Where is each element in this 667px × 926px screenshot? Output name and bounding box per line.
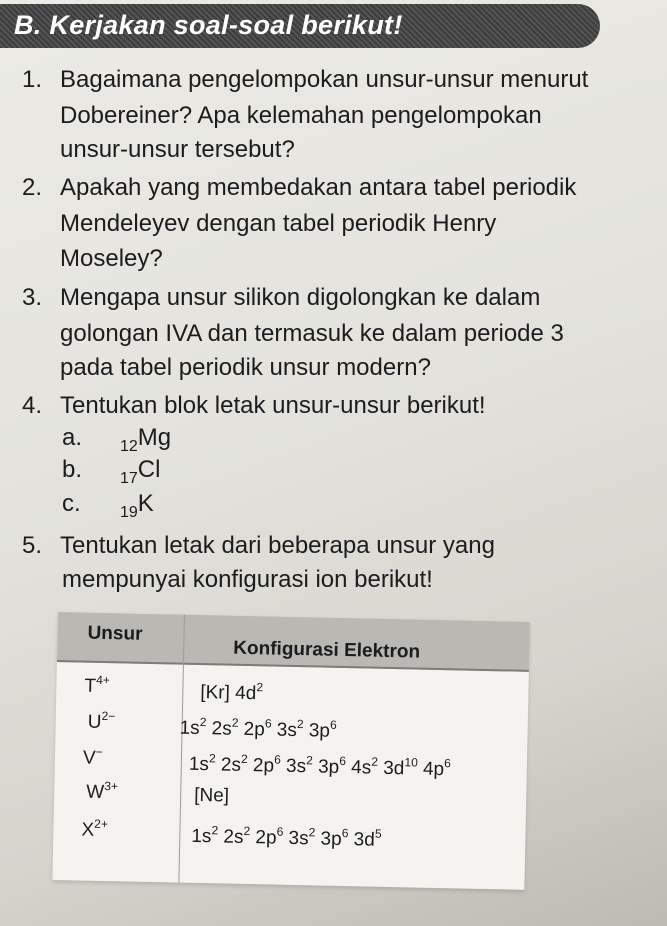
config-cell: [191, 823, 382, 852]
electron-count: 2: [208, 751, 216, 766]
question-number: 5.: [22, 532, 43, 559]
electron-count: 2: [296, 717, 304, 732]
config-cell: [194, 785, 229, 808]
orbital: 3s: [283, 827, 309, 850]
question-text-line: Mendeleyev dengan tabel periodik Henry: [60, 210, 497, 237]
ion-charge: 4+: [96, 672, 111, 688]
orbital: 2p: [247, 755, 275, 777]
orbital: [Ne]: [193, 784, 230, 807]
ion-symbol: X: [81, 819, 95, 841]
orbital: 3s: [271, 719, 298, 742]
section-banner: [0, 4, 600, 48]
orbital: 2s: [217, 826, 244, 848]
question-text-line: golongan IVA dan termasuk ke dalam periode 3: [60, 320, 564, 347]
electron-count: 6: [444, 756, 452, 771]
symbol: K: [137, 490, 154, 517]
electron-count: 6: [276, 824, 284, 839]
config-table: [52, 612, 530, 890]
orbital: 2s: [215, 754, 242, 776]
electron-count: 2: [231, 715, 239, 730]
question-number: 1.: [22, 66, 43, 93]
question-text-line: Tentukan letak dari beberapa unsur yang: [60, 532, 495, 559]
orbital: 3p: [315, 828, 342, 850]
electron-count: 10: [404, 755, 418, 770]
question-text-line: unsur-unsur tersebut?: [60, 136, 295, 163]
config-cell: [200, 679, 263, 705]
electron-count: 6: [341, 825, 349, 841]
unsur-cell: [84, 673, 110, 699]
orbital: 3d: [348, 829, 376, 851]
question-text-line: mempunyai konfigurasi ion berikut!: [62, 566, 433, 593]
orbital: 2s: [206, 718, 232, 740]
config-cell: [189, 751, 451, 781]
element-symbol: [120, 456, 160, 488]
electron-count: 2: [199, 714, 207, 730]
ion-symbol: W: [86, 781, 105, 804]
orbital: 4p: [417, 758, 445, 781]
orbital: 1s: [179, 717, 200, 739]
symbol: Cl: [137, 456, 161, 483]
orbital: 2p: [238, 718, 266, 741]
electron-count: 6: [264, 716, 272, 731]
question-text-line: Dobereiner? Apa kelemahan pengelompokan: [60, 102, 542, 129]
unsur-cell: [83, 745, 103, 770]
atomic-number: 12: [120, 438, 138, 455]
ion-charge: −: [95, 744, 103, 759]
section-title: B. Kerjakan soal-soal berikut!: [14, 10, 403, 40]
question-text-line: Apakah yang membedakan antara tabel periodik: [60, 174, 577, 201]
orbital: 3s: [280, 755, 307, 778]
atomic-number: 19: [120, 504, 138, 521]
question-number: 4.: [22, 392, 43, 419]
electron-count: 6: [274, 752, 282, 767]
orbital: 1s: [191, 825, 212, 848]
config-cell: [179, 715, 337, 743]
electron-count: 2: [308, 825, 316, 840]
orbital: 1s: [188, 753, 210, 776]
header-unsur: Unsur: [87, 622, 143, 645]
question-number: 3.: [22, 284, 43, 311]
ion-charge: 3+: [104, 779, 119, 794]
item-label: a.: [62, 424, 83, 451]
orbital: [Kr] 4d: [200, 682, 257, 705]
question-text-line: Tentukan blok letak unsur-unsur berikut!: [60, 392, 486, 419]
item-label: c.: [62, 490, 81, 517]
question-number: 2.: [22, 174, 43, 201]
item-label: b.: [62, 456, 83, 483]
electron-count: 5: [374, 826, 382, 841]
symbol: Mg: [137, 424, 172, 451]
electron-count: 2: [306, 753, 314, 768]
ion-symbol: T: [84, 675, 97, 697]
unsur-cell: [81, 817, 108, 843]
orbital: 3p: [303, 720, 331, 742]
element-symbol: [120, 490, 154, 522]
electron-count: 6: [329, 717, 337, 732]
electron-count: 2: [371, 754, 379, 769]
ion-charge: 2+: [94, 816, 109, 832]
electron-count: 6: [339, 753, 347, 769]
orbital: 2p: [249, 827, 277, 849]
electron-count: 2: [256, 680, 264, 695]
orbital: 4s: [345, 757, 372, 779]
electron-count: 2: [211, 823, 219, 838]
question-text-line: pada tabel periodik unsur modern?: [60, 354, 431, 381]
ion-symbol: U: [87, 711, 102, 733]
table-header: [57, 612, 530, 672]
ion-charge: 2−: [101, 708, 116, 724]
orbital: 3d: [377, 757, 405, 780]
question-text-line: Bagaimana pengelompokan unsur-unsur menurut: [60, 66, 589, 93]
atomic-number: 17: [120, 470, 138, 487]
header-konfigurasi: Konfigurasi Elektron: [233, 637, 421, 663]
question-text-line: Mengapa unsur silikon digolongkan ke dalam: [60, 284, 541, 311]
ion-symbol: V: [82, 747, 96, 769]
unsur-cell: [87, 709, 115, 735]
electron-count: 2: [240, 751, 248, 767]
element-symbol: [120, 424, 171, 456]
unsur-cell: [86, 779, 118, 805]
electron-count: 2: [243, 823, 251, 839]
orbital: 3p: [312, 756, 340, 778]
question-text-line: Moseley?: [60, 245, 163, 272]
